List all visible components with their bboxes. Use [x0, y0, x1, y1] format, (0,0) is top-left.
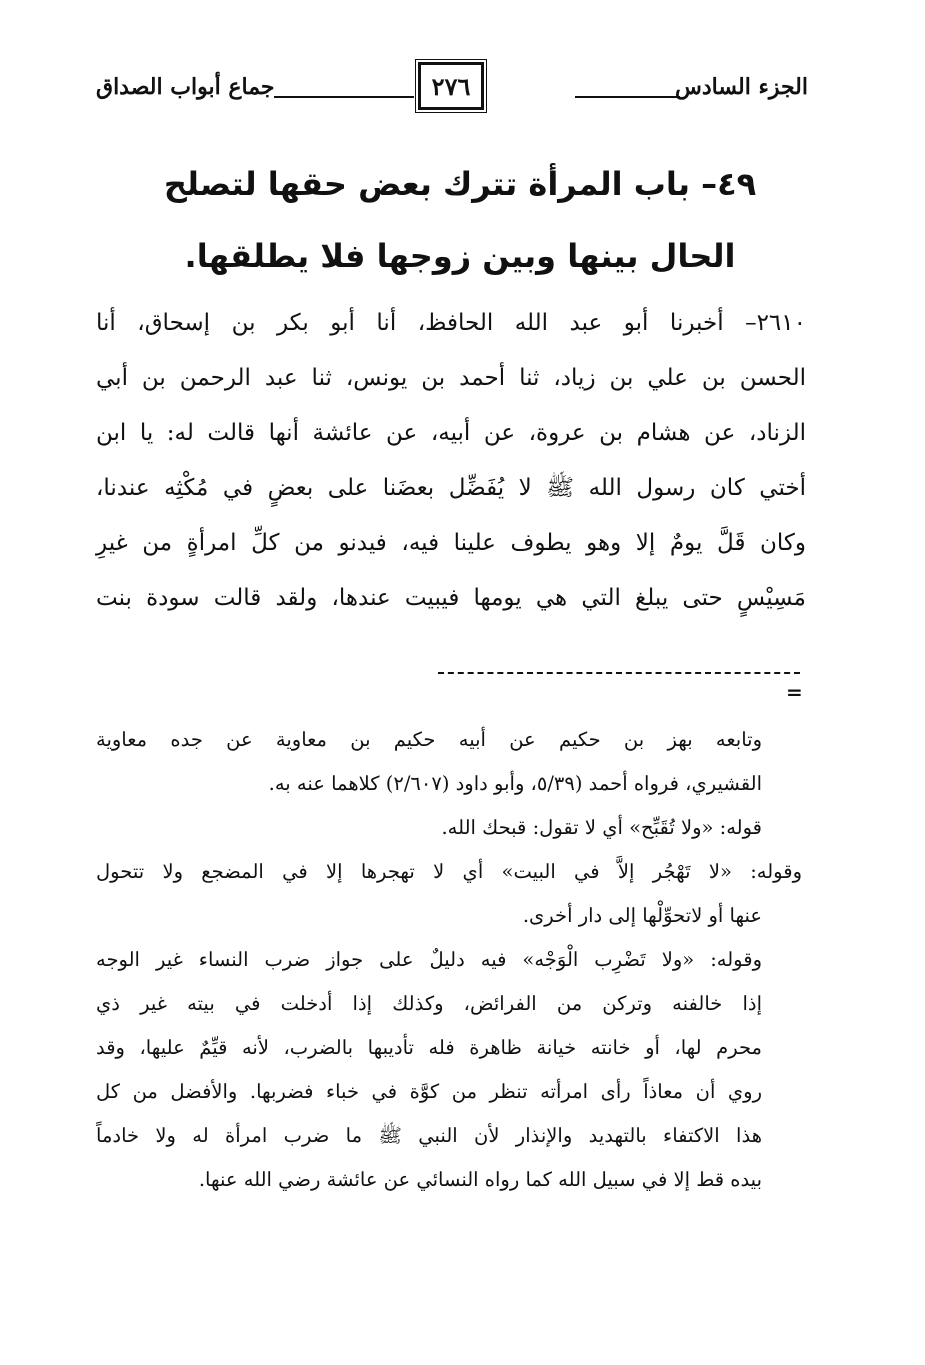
body-line: الزناد، عن هشام بن عروة، عن أبيه، عن عائشة أنها قالت له: يا ابن [96, 420, 806, 446]
header-rule-right [575, 96, 680, 98]
footnote-line: عنها أو لاتحوِّلْها إلى دار أخرى. [522, 904, 762, 927]
footnote-line: وقوله: «ولا تَضْرِب الْوَجْه» فيه دليلٌ على جواز ضرب النساء غير الوجه [96, 948, 762, 971]
footnote-line: وقوله: «لا تَهْجُر إلاَّ في البيت» أي لا تهجرها إلا في المضجع ولا تتحول [96, 860, 802, 883]
footnote-line: القشيري، فرواه أحمد (٥/٣٩، وأبو داود (٢/٦٠٧) كلاهما عنه به. [268, 772, 762, 795]
page-number: ٢٧٦ [431, 71, 471, 101]
chapter-heading-line-2: الحال بينها وبين زوجها فلا يطلقها. [184, 237, 736, 275]
body-line: وكان قَلَّ يومٌ إلا وهو يطوف علينا فيه، فيدنو من كلِّ امرأةٍ من غيرِ [96, 530, 806, 556]
hadith-text [96, 296, 806, 626]
footnote-line: روي أن معاذاً رأى امرأته تنظر من كوَّة في خباء فضربها. والأفضل من كل [96, 1080, 762, 1103]
footnote-separator [438, 672, 800, 674]
body-line: أختي كان رسول الله ﷺ لا يُفَضِّل بعضَنا على بعضٍ في مُكْثِه عندنا، [96, 475, 806, 501]
body-line: مَسِيْسٍ حتى يبلغ التي هي يومها فيبيت عندها، ولقد قالت سودة بنت [96, 585, 806, 611]
footnote-line: بيده قط إلا في سبيل الله كما رواه النسائي عن عائشة رضي الله عنها. [198, 1168, 762, 1191]
chapter-heading-line-1: ٤٩– باب المرأة تترك بعض حقها لتصلح [163, 165, 757, 203]
chapter-heading [150, 148, 770, 292]
footnote-line: هذا الاكتفاء بالتهديد والإنذار لأن النبي ﷺ ما ضرب امرأة له ولا خادماً [96, 1124, 762, 1147]
footnote-line: قوله: «ولا تُقَبِّح» أي لا تقول: قبحك الله. [441, 816, 762, 839]
header-rule-left [274, 96, 414, 98]
footnote-continuation-mark: = [786, 680, 803, 704]
body-line: الحسن بن علي بن زياد، ثنا أحمد بن يونس، ثنا عبد الرحمن بن أبي [96, 365, 806, 391]
running-header [96, 62, 808, 118]
section-title: جماع أبواب الصداق [96, 74, 275, 100]
footnote-line: إذا خالفنه وتركن من الفرائض، وكذلك إذا أدخلت في بيته غير ذي [96, 992, 762, 1015]
body-line: ٢٦١٠– أخبرنا أبو عبد الله الحافظ، أنا أبو بكر بن إسحاق، أنا [96, 310, 806, 336]
footnotes [96, 718, 802, 1202]
footnote-line: وتابعه بهز بن حكيم عن أبيه حكيم بن معاوية عن جده معاوية [96, 728, 762, 751]
volume-title: الجزء السادس [675, 74, 808, 100]
page-number-box [418, 62, 484, 110]
footnote-line: محرم لها، أو خانته خيانة ظاهرة فله تأديبها بالضرب، لأنه قيِّمٌ عليها، وقد [96, 1036, 762, 1059]
